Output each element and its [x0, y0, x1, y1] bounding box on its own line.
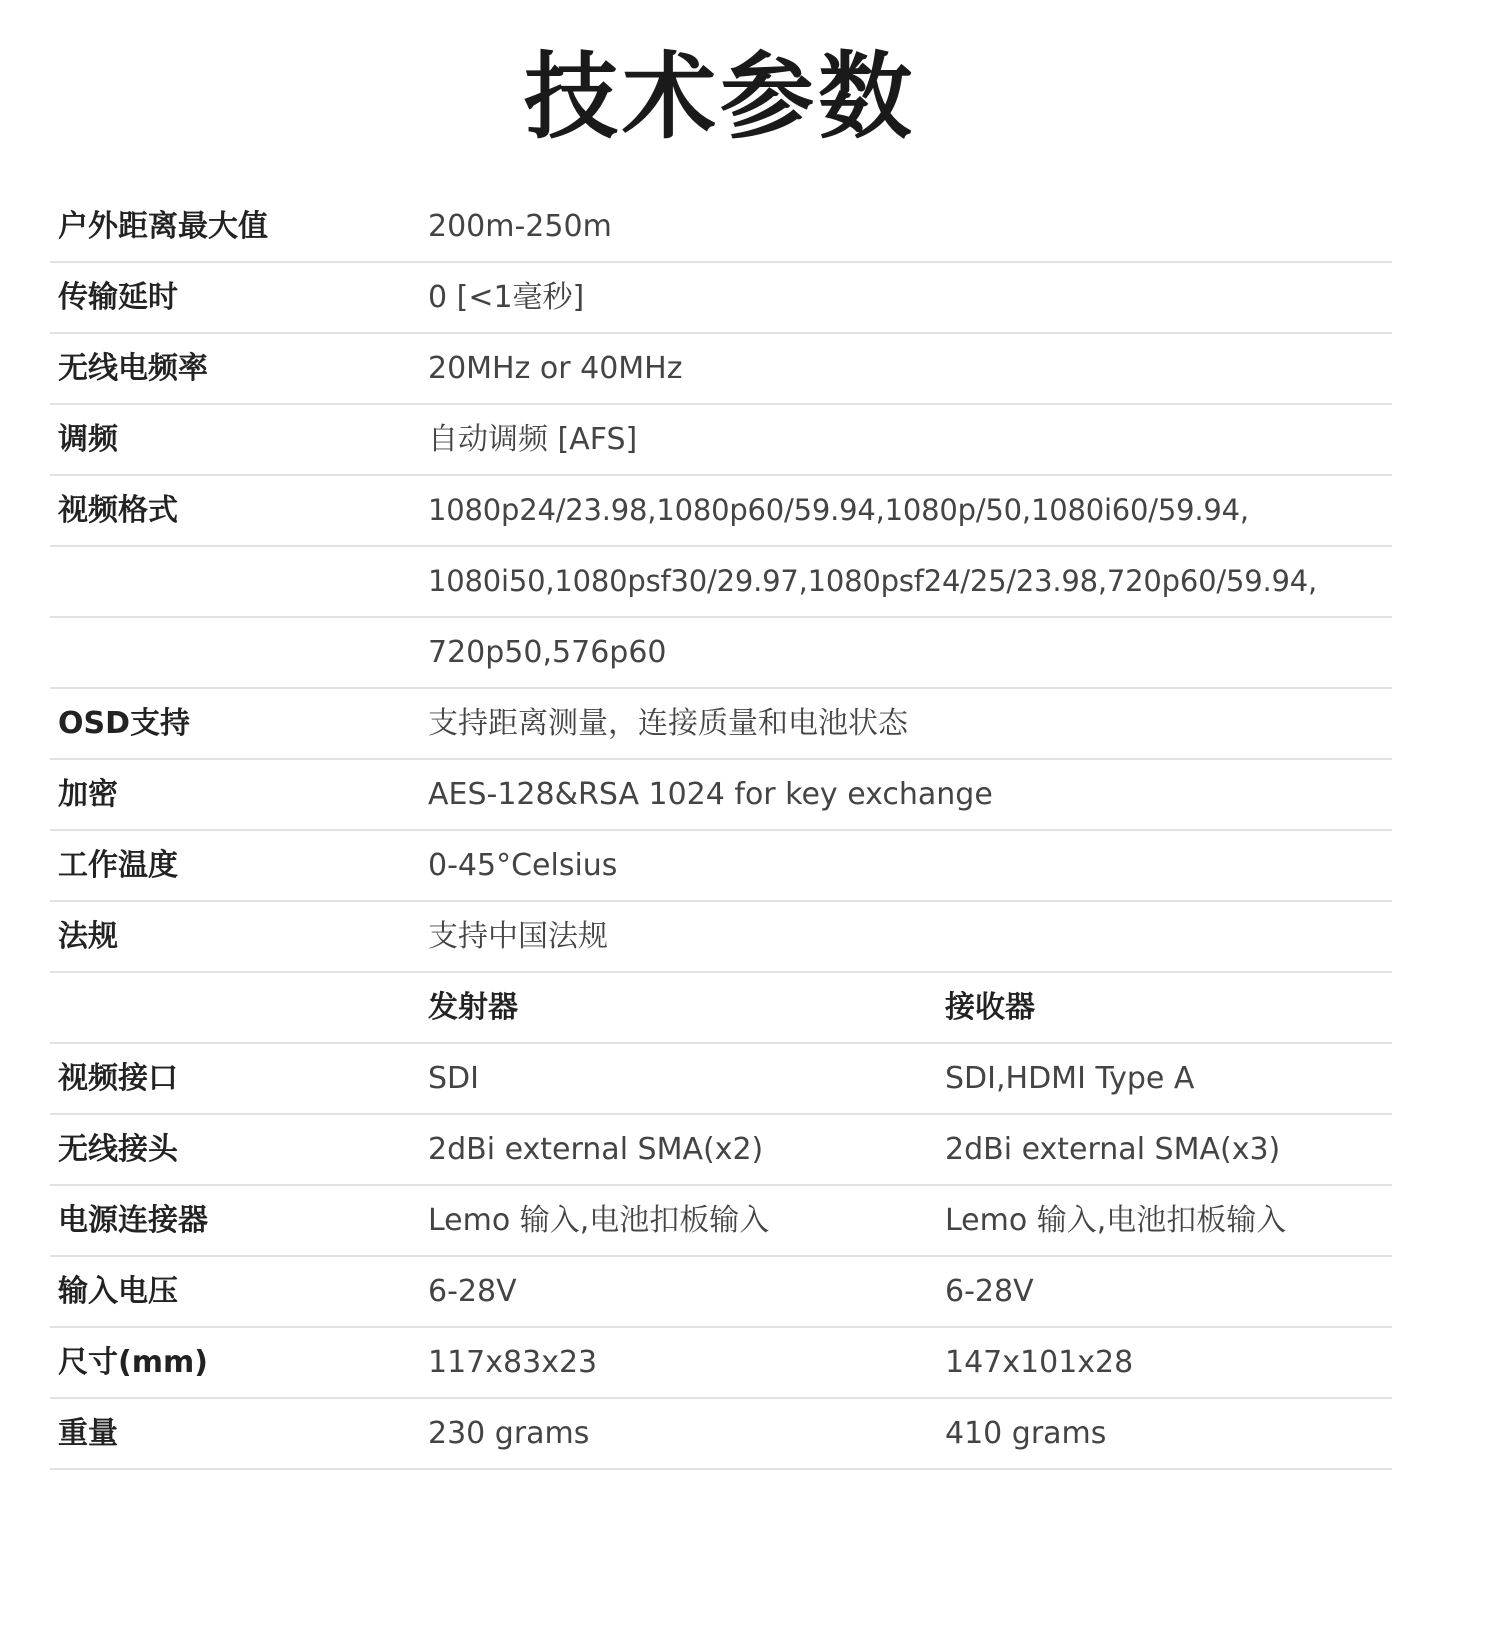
spec-value: 0-45°Celsius	[428, 848, 618, 883]
transmitter-value: 6-28V	[428, 1274, 517, 1309]
receiver-value: 410 grams	[945, 1416, 1107, 1451]
spec-label: 无线电频率	[58, 351, 208, 386]
spec-label: 工作温度	[58, 848, 178, 883]
receiver-value: 6-28V	[945, 1274, 1034, 1309]
spec-value: 20MHz or 40MHz	[428, 351, 683, 386]
spec-row-operating-temperature	[50, 831, 1392, 902]
spec-row-outdoor-range	[50, 192, 1392, 263]
spec-label: 视频格式	[58, 493, 178, 528]
compare-label: 重量	[58, 1416, 118, 1451]
spec-value: AES-128&RSA 1024 for key exchange	[428, 777, 993, 812]
transmitter-header: 发射器	[428, 990, 518, 1025]
compare-row-weight	[50, 1399, 1392, 1470]
transmitter-value: SDI	[428, 1061, 479, 1096]
compare-label: 视频接口	[58, 1061, 178, 1096]
receiver-value: SDI,HDMI Type A	[945, 1061, 1195, 1096]
compare-label: 输入电压	[58, 1274, 178, 1309]
compare-row-video-interface	[50, 1044, 1392, 1115]
spec-row-osd	[50, 689, 1392, 760]
compare-row-dimensions	[50, 1328, 1392, 1399]
compare-label: 无线接头	[58, 1132, 178, 1167]
spec-label: 加密	[58, 777, 118, 812]
spec-value: 1080i50,1080psf30/29.97,1080psf24/25/23.98,720p60/59.94,	[428, 564, 1318, 598]
receiver-value: Lemo 输入,电池扣板输入	[945, 1203, 1287, 1238]
receiver-header: 接收器	[945, 990, 1035, 1025]
transmitter-value: 117x83x23	[428, 1345, 598, 1380]
spec-row-latency	[50, 263, 1392, 334]
spec-value: 支持距离测量，连接质量和电池状态	[428, 706, 908, 741]
transmitter-value: Lemo 输入,电池扣板输入	[428, 1203, 770, 1238]
receiver-value: 147x101x28	[945, 1345, 1134, 1380]
spec-label: 法规	[58, 919, 118, 954]
spec-label: 户外距离最大值	[58, 209, 268, 244]
spec-value: 200m-250m	[428, 209, 612, 244]
spec-row-frequency-hopping	[50, 405, 1392, 476]
spec-label: OSD支持	[58, 706, 191, 741]
receiver-value: 2dBi external SMA(x3)	[945, 1132, 1281, 1167]
compare-label: 尺寸(mm)	[58, 1345, 208, 1380]
spec-value: 0 [<1毫秒]	[428, 280, 585, 315]
spec-value: 自动调频 [AFS]	[428, 422, 638, 457]
spec-row-regulations	[50, 902, 1392, 973]
spec-row-encryption	[50, 760, 1392, 831]
spec-row-video-format-cont-1	[50, 547, 1392, 618]
spec-table	[50, 192, 1392, 1470]
spec-row-video-format	[50, 476, 1392, 547]
spec-value: 720p50,576p60	[428, 635, 667, 670]
compare-header-row	[50, 973, 1392, 1044]
spec-row-video-format-cont-2	[50, 618, 1392, 689]
spec-value: 1080p24/23.98,1080p60/59.94,1080p/50,1080i60/59.94,	[428, 493, 1249, 527]
spec-row-radio-frequency	[50, 334, 1392, 405]
compare-row-power-connector	[50, 1186, 1392, 1257]
compare-row-antenna	[50, 1115, 1392, 1186]
spec-value: 支持中国法规	[428, 919, 608, 954]
spec-label: 传输延时	[58, 280, 178, 315]
transmitter-value: 230 grams	[428, 1416, 590, 1451]
compare-row-input-voltage	[50, 1257, 1392, 1328]
page-title: 技术参数	[523, 43, 916, 152]
spec-label: 调频	[58, 422, 118, 457]
compare-label: 电源连接器	[58, 1203, 208, 1238]
transmitter-value: 2dBi external SMA(x2)	[428, 1132, 764, 1167]
